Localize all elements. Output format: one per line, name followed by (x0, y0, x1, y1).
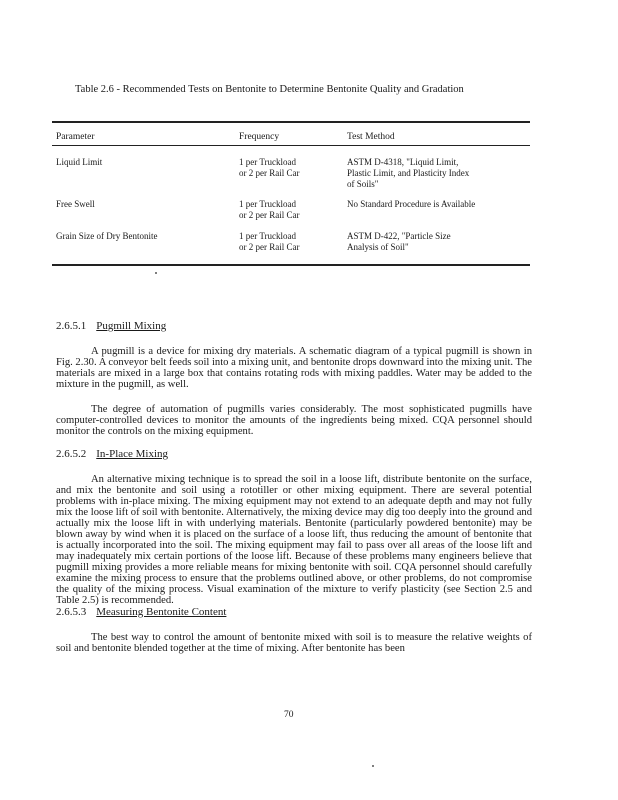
section-number: 2.6.5.1 (56, 320, 87, 332)
section-heading (56, 448, 168, 460)
section-number: 2.6.5.2 (56, 448, 87, 460)
paragraph: The degree of automation of pugmills varies considerably. The most sophisticated pugmills have computer-controlled devices to monitor the amounts of the ingredients being mixed. CQA personnel should monitor the controls on the mixing equipment. (56, 404, 532, 437)
table-cell-test-method: No Standard Procedure is Available (347, 199, 476, 209)
section-title: Pugmill Mixing (96, 320, 167, 332)
table-cell-frequency: 1 per Truckload or 2 per Rail Car (239, 157, 300, 178)
paragraph: An alternative mixing technique is to spread the soil in a loose lift, distribute bentonite on the surface, and mix the bentonite and soil using a rototiller or other mixing equipment. There are several potential problems with in-place mixing. The mixing equipment may not extend to an adequate depth and may not fully mix the loose lift of soil with bentonite. Alternatively, the mixing device may dig too deeply into the ground and actually mix the loose lift in with underlying materials. Bentonite (particularly powdered bentonite) may be blown away by wind when it is placed on the surface of a loose lift, thus reducing the amount of bentonite that is actually incorporated into the soil. The mixing equipment may fail to pass over all areas of the loose lift and may inadequately mix certain portions of the loose lift. Because of these problems many engineers believe that pugmill mixing provides a more reliable means for mixing bentonite with soil. CQA personnel should carefully examine the mixing process to ensure that the problems outlined above, or other problems, do not compromise the quality of the mixing process. Visual examination of the mixture to verify plasticity (see Section 2.5 and Table 2.5) is recommended. (56, 474, 532, 606)
table-cell-frequency: 1 per Truckload or 2 per Rail Car (239, 231, 300, 252)
table-cell-parameter: Liquid Limit (56, 157, 103, 167)
table-cell-parameter: Free Swell (56, 199, 95, 209)
paragraph: A pugmill is a device for mixing dry materials. A schematic diagram of a typical pugmill is shown in Fig. 2.30. A conveyor belt feeds soil into a mixing unit, and bentonite drops downward into the mixing unit. The materials are mixed in a large box that contains rotating rods with mixing paddles. Water may be added to the mixture in the pugmill, as well. (56, 346, 532, 390)
table-cell-parameter: Grain Size of Dry Bentonite (56, 231, 158, 241)
section-number: 2.6.5.3 (56, 606, 87, 618)
section-heading (56, 606, 226, 618)
paragraph: The best way to control the amount of bentonite mixed with soil is to measure the relative weights of soil and bentonite blended together at the time of mixing. After bentonite has been (56, 632, 532, 654)
table-bottom-rule (52, 264, 530, 266)
table-cell-test-method: ASTM D-422, "Particle Size Analysis of Soil" (347, 231, 451, 252)
section-title: Measuring Bentonite Content (96, 606, 227, 618)
table-header-rule (52, 145, 530, 146)
column-header-frequency: Frequency (239, 132, 280, 142)
table-cell-test-method: ASTM D-4318, "Liquid Limit, Plastic Limit, and Plasticity Index of Soils" (347, 157, 470, 189)
section-title: In-Place Mixing (96, 448, 169, 460)
table-caption: Table 2.6 - Recommended Tests on Bentonite to Determine Bentonite Quality and Gradation (75, 84, 464, 95)
page-number: 70 (284, 710, 294, 720)
table-cell-frequency: 1 per Truckload or 2 per Rail Car (239, 199, 300, 220)
column-header-test-method: Test Method (347, 132, 395, 142)
section-heading (56, 320, 166, 332)
table-top-rule (52, 121, 530, 123)
scan-speck (372, 765, 374, 767)
scan-speck (155, 272, 157, 274)
column-header-parameter: Parameter (56, 132, 95, 142)
